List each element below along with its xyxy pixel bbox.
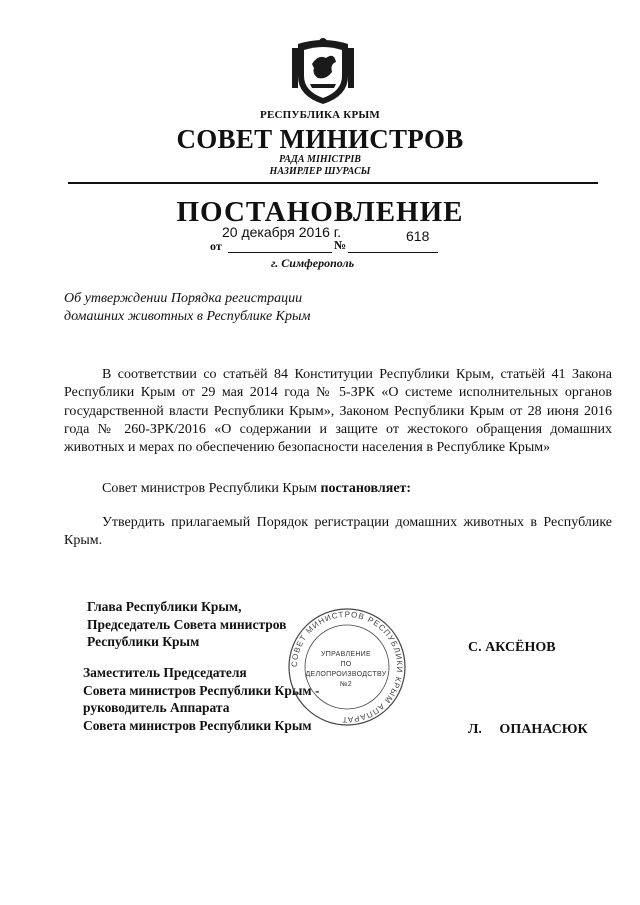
- stamp-ring-text: СОВЕТ МИНИСТРОВ РЕСПУБЛИКИ КРЫМ АППАРАТ: [289, 609, 405, 725]
- signature-line: Глава Республики Крым,: [87, 599, 242, 614]
- council-name: СОВЕТ МИНИСТРОВ: [176, 124, 464, 154]
- signature-line: Председатель Совета министров: [87, 616, 287, 632]
- city: г. Симферополь: [271, 256, 355, 270]
- republic-name: РЕСПУБЛИКА КРЫМ: [260, 109, 380, 121]
- number-underline: [348, 252, 438, 253]
- signature-block-head: [87, 598, 286, 651]
- number-label: №: [334, 238, 347, 252]
- stamp-line: ПО: [340, 661, 352, 668]
- signature-line: Совета министров Республики Крым -: [83, 682, 320, 698]
- stamp-inner-text: [296, 650, 396, 690]
- preamble-paragraph: В соответствии со статьёй 84 Конституции Республики Крым, статьёй 41 Закона Республики Крым от 29 мая 2014 года № 5-ЗРК «О системе исполнительных органов государственной власти Республики Крым», Законом Республики Крым от 28 июня 2016 года № 260-ЗРК/2016 «О содержании и защите от жестокого обращения домашних животных и мерах по обеспечению безопасности населения в Республике Крым»: [64, 367, 612, 456]
- stamp-line: ДЕЛОПРОИЗВОДСТВУ: [305, 671, 387, 678]
- stamp-number: №2: [339, 681, 352, 688]
- signatory-name: Л. ОПАНАСЮК: [468, 722, 588, 737]
- decision-paragraph: Утвердить прилагаемый Порядок регистрации домашних животных в Республике Крым.: [64, 515, 612, 549]
- subject-line: домашних животных в Республике Крым: [64, 309, 311, 324]
- header-divider: [68, 182, 598, 184]
- crimea-coat-of-arms-icon: [292, 34, 354, 106]
- resolution-text: Совет министров Республики Крым: [102, 481, 321, 496]
- council-name-crimean-tatar: НАЗИРЛЕР ШУРАСЫ: [269, 166, 371, 177]
- signature-line: Совета министров Республики Крым: [83, 717, 312, 733]
- council-name-ukrainian: РАДА МІНІСТРІВ: [279, 154, 361, 165]
- date-underline: [228, 252, 332, 253]
- document-date: 20 декабря 2016 г.: [222, 224, 342, 240]
- signature-line: Республики Крым: [87, 634, 200, 649]
- signature-line: руководитель Аппарата: [83, 700, 230, 715]
- signatory-name: С. АКСЁНОВ: [468, 640, 556, 655]
- document-title: ПОСТАНОВЛЕНИЕ: [176, 196, 464, 228]
- document-number: 618: [406, 228, 430, 244]
- resolution-verb: постановляет:: [320, 481, 412, 496]
- date-label: от: [210, 239, 222, 253]
- signature-block-deputy: [83, 664, 319, 734]
- stamp-line: УПРАВЛЕНИЕ: [321, 651, 371, 658]
- subject-line: Об утверждении Порядка регистрации: [64, 291, 303, 306]
- signature-line: Заместитель Председателя: [83, 665, 247, 680]
- document-subject: [64, 290, 310, 326]
- resolution-paragraph: [64, 480, 612, 498]
